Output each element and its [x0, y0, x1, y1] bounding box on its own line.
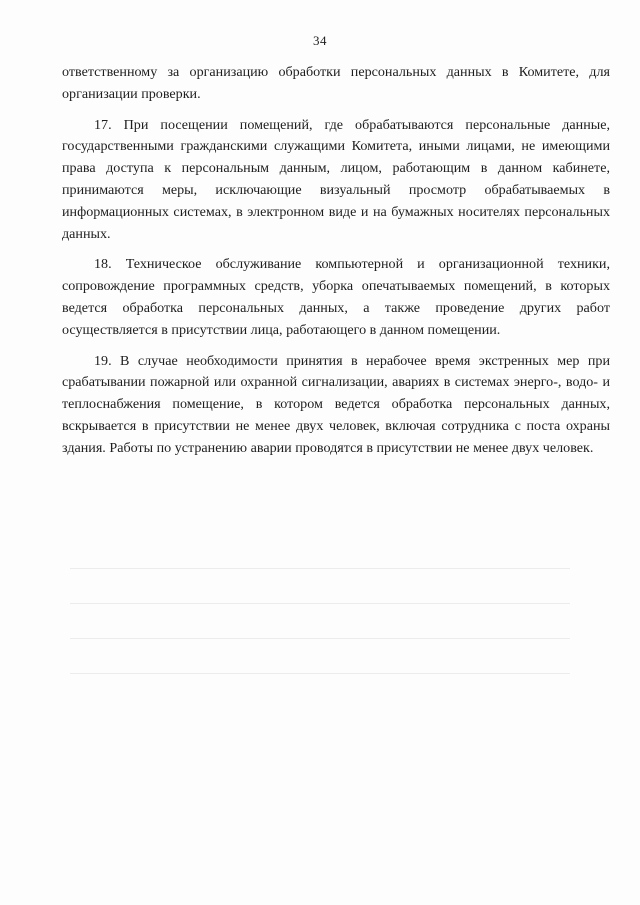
- document-body: [62, 62, 610, 469]
- scan-show-through: [70, 568, 570, 569]
- scan-show-through: [70, 603, 570, 604]
- paragraph-item-19: 19. В случае необходимости принятия в нерабочее время экстренных мер при срабатывании пожарной или охранной сигнализации, авариях в системах энерго-, водо- и теплоснабжения помещение, в котором ведется обработка персональных данных, вскрывается в присутствии не менее двух человек, включая сотрудника с поста охраны здания. Работы по устранению аварии проводятся в присутствии не менее двух человек.: [62, 352, 610, 456]
- paragraph-item-17: 17. При посещении помещений, где обрабатываются персональные данные, государственными гражданскими служащими Комитета, иными лицами, не имеющими права доступа к персональным данным, лицом, работающим в данном кабинете, принимаются меры, исключающие визуальный просмотр обрабатываемых в информационных системах, в электронном виде и на бумажных носителях персональных данных.: [62, 116, 610, 242]
- paragraph-continuation: ответственному за организацию обработки персональных данных в Комитете, для организации проверки.: [62, 64, 610, 102]
- scan-show-through: [70, 638, 570, 639]
- scan-show-through: [70, 673, 570, 674]
- paragraph-item-18: 18. Техническое обслуживание компьютерной и организационной техники, сопровождение программных средств, уборка опечатываемых помещений, в которых ведется обработка персональных данных, а также проведение других работ осуществляется в присутствии лица, работающего в данном помещении.: [62, 256, 610, 338]
- page-number: 34: [313, 33, 327, 48]
